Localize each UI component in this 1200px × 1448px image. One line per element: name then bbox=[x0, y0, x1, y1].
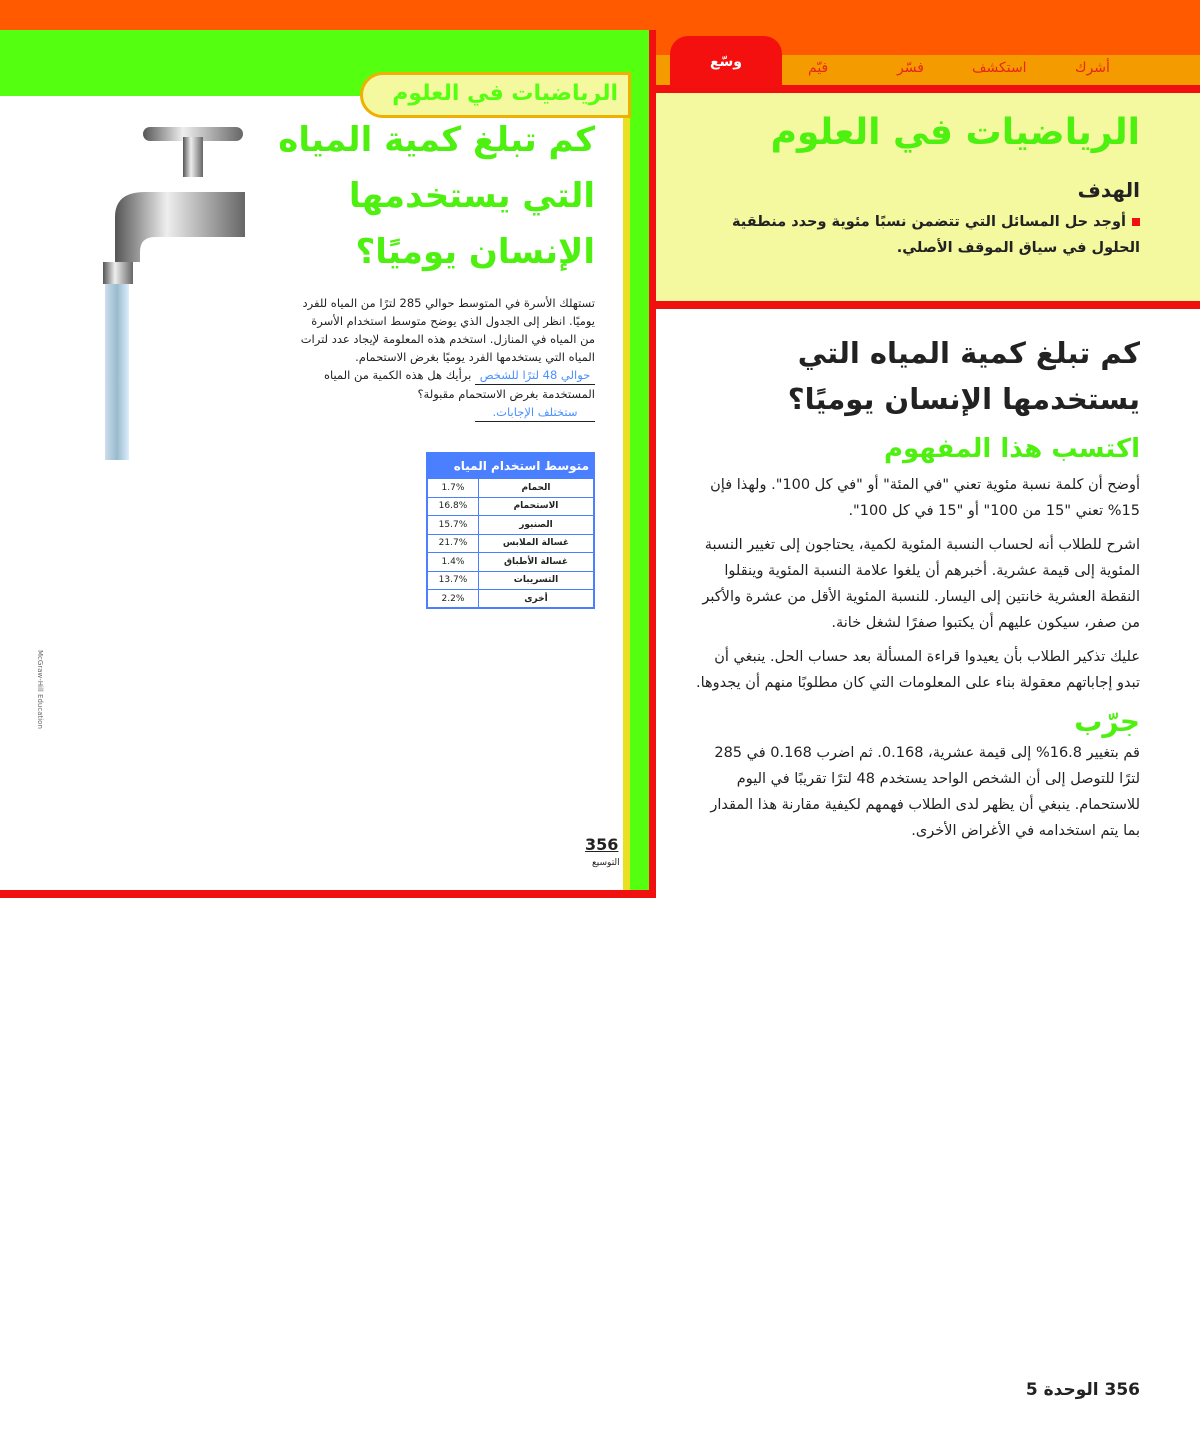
problem-paragraph: تستهلك الأسرة في المتوسط حوالي 285 لترًا من المياه للفرد يوميًا. انظر إلى الجدول الذي يوضح متوسط استخدام الأسرة من المياه في المنازل. استخدم هذه المعلومة لإيجاد عدد لترات المياه التي يستخدمها الفرد يوميًا بغرض الاستحمام. bbox=[300, 296, 595, 364]
right-page-content bbox=[690, 330, 1140, 844]
faucet-image bbox=[95, 122, 245, 462]
table-row bbox=[427, 479, 594, 498]
yellow-stripe bbox=[623, 96, 630, 890]
page-footer: 356 الوحدة 5 bbox=[1025, 1380, 1140, 1400]
row-value: 21.7% bbox=[427, 534, 478, 553]
thumbnail-page-label: التوسيع bbox=[592, 858, 620, 868]
answer-1: حوالي 48 لترًا للشخص bbox=[475, 366, 595, 385]
goal-text bbox=[700, 209, 1140, 261]
tab-evaluate[interactable]: فيّم bbox=[808, 60, 829, 76]
table-title: متوسط استخدام المياه bbox=[427, 453, 594, 479]
row-value: 1.4% bbox=[427, 553, 478, 572]
row-label: الصنبور bbox=[478, 516, 594, 535]
row-label: غسالة الملابس bbox=[478, 534, 594, 553]
problem-text bbox=[300, 294, 595, 422]
table-row bbox=[427, 534, 594, 553]
teaching-notes bbox=[690, 472, 1140, 696]
goal-text-content: أوجد حل المسائل التي تتضمن نسبًا مئوية وحدد منطقية الحلول في سياق الموقف الأصلي. bbox=[732, 214, 1140, 256]
question-title: كم تبلغ كمية المياه التي يستخدمها الإنسان يوميًا؟ bbox=[787, 336, 1140, 416]
left-page-content bbox=[250, 112, 595, 609]
question-2: برأيك هل هذه الكمية من المياه المستخدمة بغرض الاستحمام مقبولة؟ bbox=[323, 368, 595, 401]
tab-explore[interactable]: استكشف bbox=[972, 60, 1027, 76]
row-label: الاستحمام bbox=[478, 497, 594, 516]
row-value: 13.7% bbox=[427, 571, 478, 590]
table-row bbox=[427, 571, 594, 590]
learn-heading: اكتسب هذا المفهوم bbox=[883, 434, 1140, 464]
page-title: الرياضيات في العلوم bbox=[770, 112, 1140, 153]
copyright-text: McGraw-Hill Education bbox=[36, 650, 44, 729]
green-stripe bbox=[630, 30, 649, 890]
student-page-thumbnail bbox=[0, 30, 656, 898]
note-paragraph: عليك تذكير الطلاب بأن يعيدوا قراءة المسألة بعد حساب الحل. ينبغي أن تبدو إجاباتهم معقولة بناء على المعلومات التي كان مطلوبًا منهم أن يجدوها. bbox=[696, 649, 1140, 691]
thumbnail-page-number: 356 bbox=[585, 835, 619, 854]
answer-2: ستختلف الإجابات. bbox=[475, 403, 595, 422]
note-paragraph: أوضح أن كلمة نسبة مئوية تعني "في المئة" أو "في كل 100". ولهذا فإن 15% تعني "15 من 100" أو "15 في كل 100". bbox=[710, 477, 1140, 519]
tab-engage[interactable]: أشرك bbox=[1075, 60, 1110, 76]
row-label: الحمام bbox=[478, 479, 594, 498]
row-value: 16.8% bbox=[427, 497, 478, 516]
table-row bbox=[427, 553, 594, 572]
left-page-title: كم تبلغ كمية المياه التي يستخدمها الإنسان يوميًا؟ bbox=[278, 120, 595, 272]
panel-divider bbox=[652, 301, 1200, 309]
row-value: 15.7% bbox=[427, 516, 478, 535]
goal-heading: الهدف bbox=[1077, 178, 1140, 202]
row-label: أخرى bbox=[478, 590, 594, 609]
try-heading: جرّب bbox=[1074, 705, 1140, 738]
table-row bbox=[427, 516, 594, 535]
bullet-icon bbox=[1132, 218, 1140, 226]
table-row bbox=[427, 590, 594, 609]
row-label: التسريبات bbox=[478, 571, 594, 590]
table-row bbox=[427, 497, 594, 516]
row-label: غسالة الأطباق bbox=[478, 553, 594, 572]
tab-extend-active[interactable]: وسّع bbox=[670, 36, 782, 88]
note-paragraph: اشرح للطلاب أنه لحساب النسبة المئوية لكمية، يحتاجون إلى تغيير النسبة المئوية إلى قيمة عشرية. أخبرهم أن يلغوا علامة النسبة المئوية وينقلوا النقطة العشرية خانتين إلى اليسار. للنسبة المئوية الأقل من عشرة والأكبر من صفر، سيكون عليهم أن يكتبوا صفرًا لشغل خانة. bbox=[702, 537, 1140, 631]
try-text: قم بتغيير 16.8% إلى قيمة عشرية، 0.168. ثم اضرب 0.168 في 285 لترًا للتوصل إلى أن الشخص الواحد يستخدم 48 لترًا تقريبًا في اليوم للاستحمام. ينبغي أن يظهر لدى الطلاب فهمهم لكيفية مقارنة هذا المقدار بما يتم استخدامه في الأغراض الأخرى. bbox=[710, 745, 1140, 839]
tab-explain[interactable]: فسّر bbox=[897, 60, 924, 76]
row-value: 1.7% bbox=[427, 479, 478, 498]
section-banner: الرياضيات في العلوم bbox=[360, 72, 631, 118]
water-usage-table bbox=[426, 452, 595, 609]
row-value: 2.2% bbox=[427, 590, 478, 609]
